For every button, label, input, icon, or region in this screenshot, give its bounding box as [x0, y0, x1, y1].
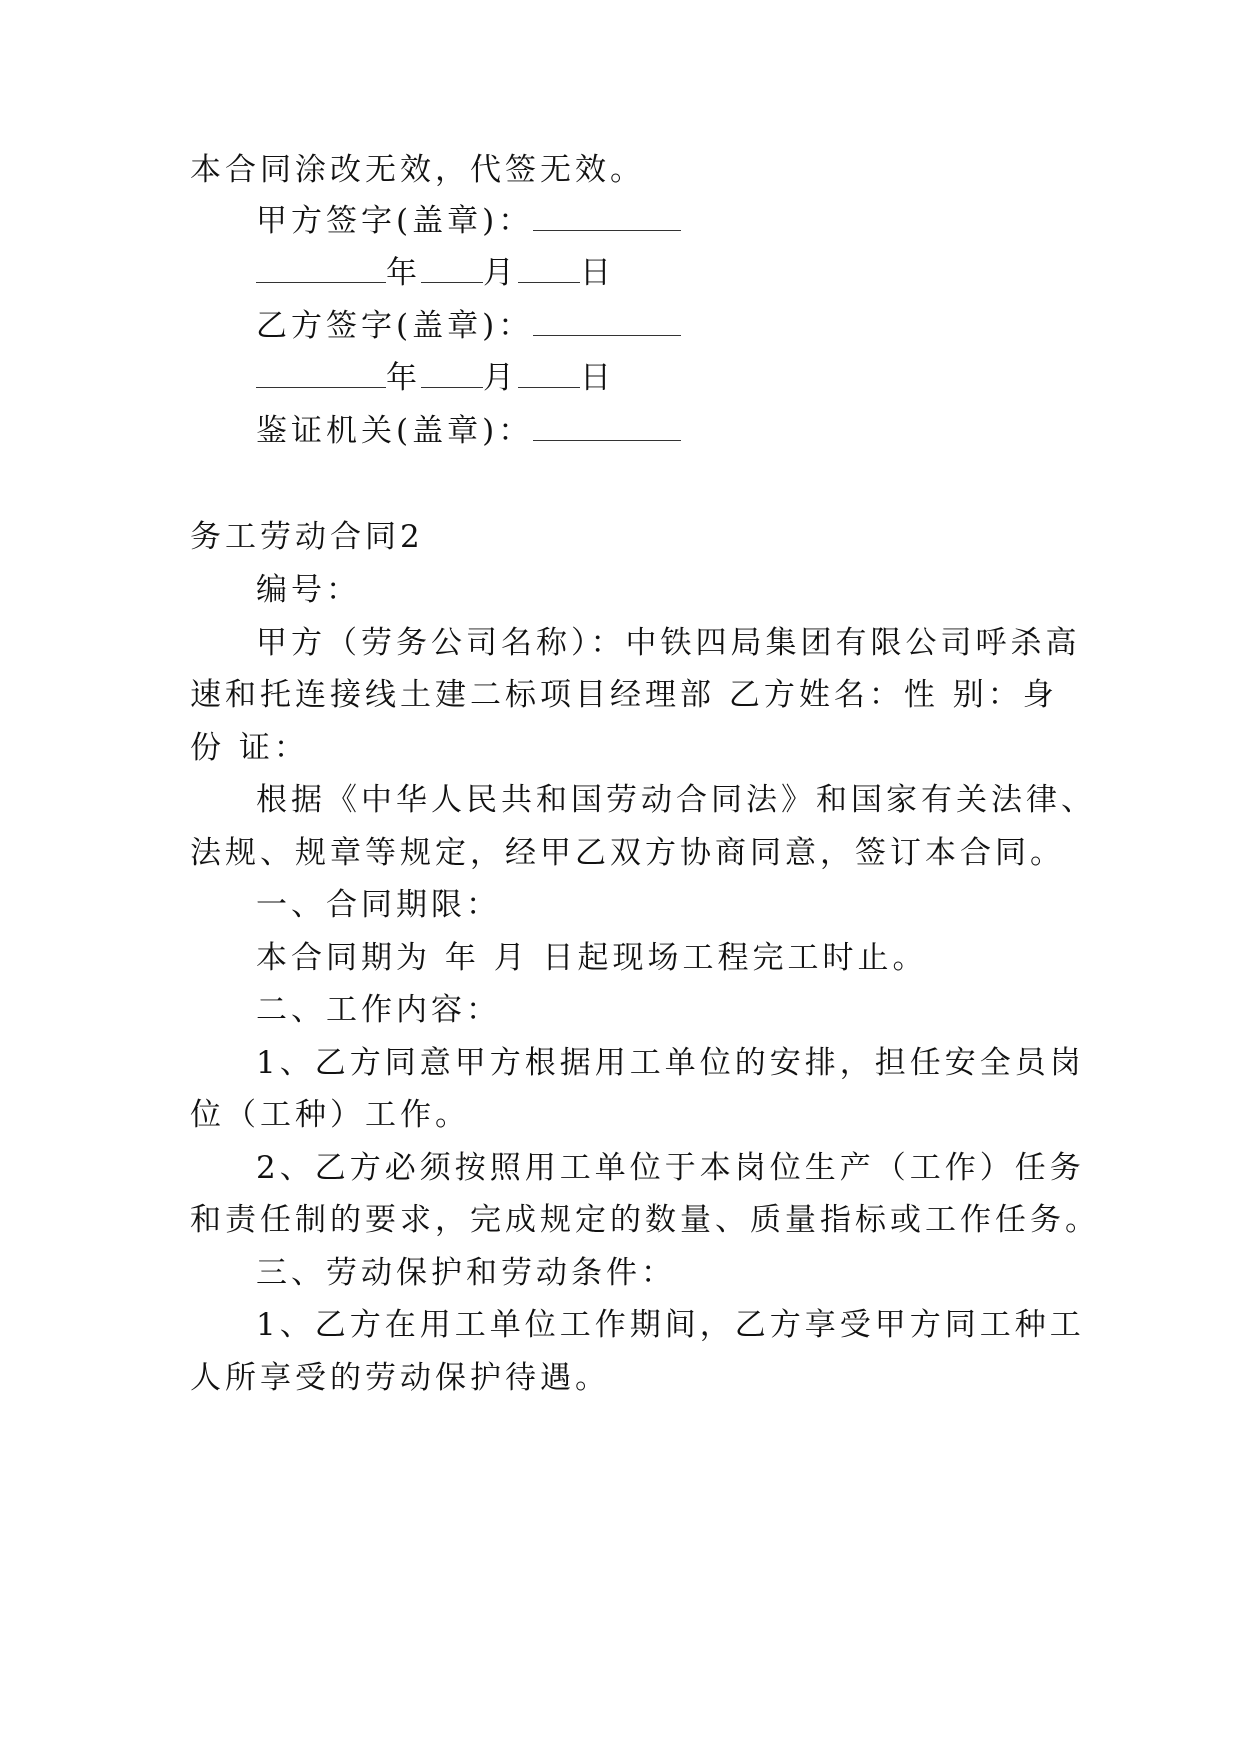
section-3-item-1-line-1: 1、乙方在用工单位工作期间，乙方享受甲方同工种工 — [256, 1307, 1085, 1343]
party-b-sign-blank — [533, 305, 681, 336]
year-blank — [256, 357, 386, 388]
month-label: 月 — [483, 255, 518, 291]
section-2-title: 二、工作内容： — [256, 992, 501, 1028]
section-2-item-1-line-1: 1、乙方同意甲方根据用工单位的安排，担任安全员岗 — [256, 1045, 1085, 1081]
verifier-label: 鉴证机关(盖章)： — [256, 413, 534, 449]
party-a-line-2: 速和托连接线土建二标项目经理部 乙方姓名：性 别：身 — [190, 677, 1058, 713]
party-a-line-3: 份 证： — [190, 730, 309, 766]
section-3-title: 三、劳动保护和劳动条件： — [256, 1255, 676, 1291]
section-2-item-2-line-1: 2、乙方必须按照用工单位于本岗位生产（工作）任务 — [256, 1150, 1085, 1186]
contract-title: 务工劳动合同2 — [190, 519, 424, 555]
year-label: 年 — [386, 255, 421, 291]
party-a-sign-blank — [533, 200, 681, 231]
closing-line: 本合同涂改无效，代签无效。 — [190, 152, 645, 188]
section-2-item-2-line-2: 和责任制的要求，完成规定的数量、质量指标或工作任务。 — [190, 1202, 1100, 1238]
party-a-signature-row — [256, 200, 681, 241]
party-b-signature-row — [256, 305, 681, 346]
section-2-item-1-line-2: 位（工种）工作。 — [190, 1097, 470, 1133]
day-label: 日 — [580, 255, 615, 291]
year-blank — [256, 252, 386, 283]
party-b-sign-label: 乙方签字(盖章)： — [256, 308, 534, 344]
day-label: 日 — [580, 360, 615, 396]
party-a-sign-label: 甲方签字(盖章)： — [256, 203, 534, 239]
month-blank — [421, 252, 483, 283]
contract-number-label: 编号： — [256, 572, 361, 608]
basis-line-1: 根据《中华人民共和国劳动合同法》和国家有关法律、 — [256, 782, 1096, 818]
year-label: 年 — [386, 360, 421, 396]
month-blank — [421, 357, 483, 388]
day-blank — [518, 357, 580, 388]
verifier-signature-row — [256, 410, 681, 451]
basis-line-2: 法规、规章等规定，经甲乙双方协商同意，签订本合同。 — [190, 835, 1065, 871]
party-a-date-row — [256, 252, 615, 293]
section-1-title: 一、合同期限： — [256, 887, 501, 923]
party-b-date-row — [256, 357, 615, 398]
day-blank — [518, 252, 580, 283]
section-3-item-1-line-2: 人所享受的劳动保护待遇。 — [190, 1360, 610, 1396]
party-a-line-1: 甲方（劳务公司名称）：中铁四局集团有限公司呼杀高 — [256, 625, 1081, 661]
month-label: 月 — [483, 360, 518, 396]
verifier-sign-blank — [533, 410, 681, 441]
section-1-text: 本合同期为 年 月 日起现场工程完工时止。 — [256, 940, 928, 976]
